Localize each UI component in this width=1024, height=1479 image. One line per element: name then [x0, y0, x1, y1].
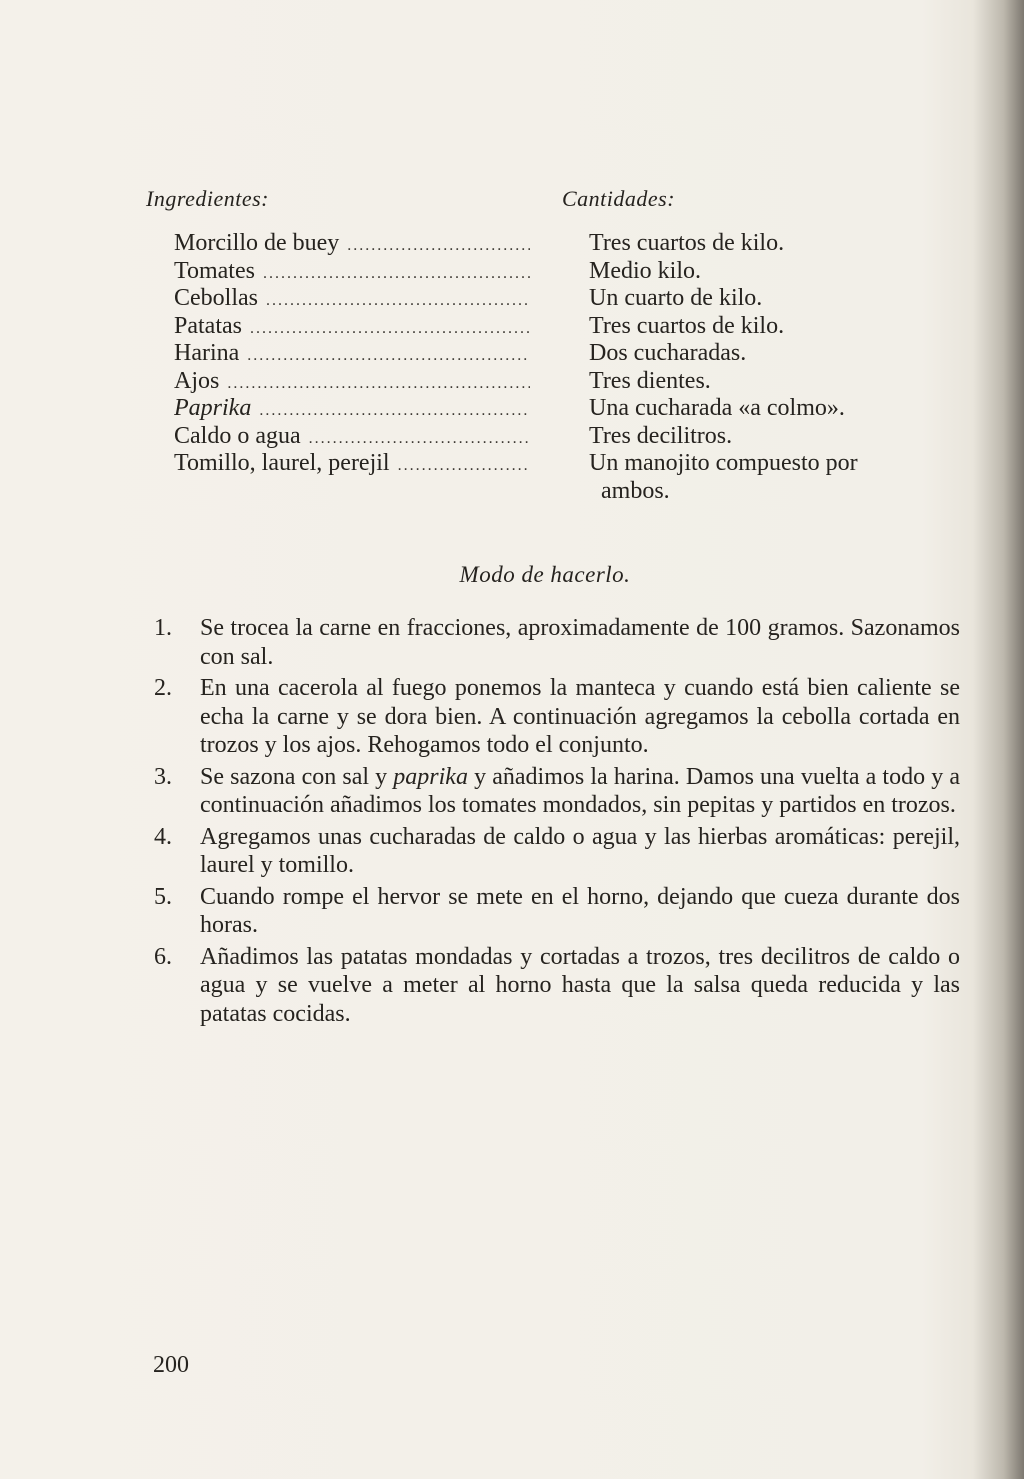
step-number: 2.: [154, 675, 172, 701]
ingredient-row: [174, 313, 530, 341]
quantity-row: [589, 258, 969, 286]
page-number: 200: [153, 1352, 189, 1378]
quantity-text: Medio kilo.: [589, 257, 701, 284]
step-number: 3.: [154, 763, 172, 790]
ingredient-row: [174, 230, 530, 258]
ingredient-name: Harina: [174, 340, 240, 366]
quantities-heading: Cantidades:: [562, 186, 676, 211]
ingredient-name: Ajos: [174, 367, 220, 394]
leader-dots: [263, 260, 530, 286]
step-number: 5.: [154, 883, 172, 910]
method-step: [140, 674, 960, 760]
ingredient-name: Morcillo de buey: [174, 230, 340, 256]
quantity-text: Un cuarto de kilo.: [589, 285, 763, 311]
leader-dots: [227, 370, 530, 396]
quantity-row: [589, 450, 969, 505]
quantity-text: Tres cuartos de kilo.: [589, 230, 785, 256]
quantity-row: [589, 313, 969, 341]
method-title: Modo de hacerlo.: [459, 562, 631, 587]
leader-dots: [259, 397, 530, 423]
quantity-row: [589, 423, 969, 451]
quantity-row: [589, 285, 969, 313]
quantity-text: Tres decilitros.: [589, 422, 733, 449]
ingredient-row: [174, 450, 530, 478]
step-text: [200, 614, 960, 671]
method-step: [140, 823, 960, 880]
step-text: [200, 823, 960, 880]
ingredient-row: [174, 395, 530, 423]
ingredient-row: [174, 423, 530, 451]
ingredient-name: Tomates: [174, 257, 255, 284]
quantity-text: Dos cucharadas.: [589, 340, 747, 366]
ingredient-name: Patatas: [174, 312, 242, 339]
leader-dots: [247, 342, 530, 368]
quantity-row: [589, 230, 969, 258]
step-text-run: y añadimos la harina. Damos una vuelta a todo y a continuación añadimos los tomates mondados, sin pepitas y partidos en trozos.: [200, 763, 960, 818]
quantity-list: [589, 230, 969, 505]
step-text: [200, 883, 960, 940]
ingredient-row: [174, 340, 530, 368]
ingredient-name: Paprika: [174, 395, 252, 421]
step-text-run: En una cacerola al fuego ponemos la manteca y cuando está bien caliente se echa la carne y se dora bien. A continuación agregamos la cebolla cortada en trozos y los ajos. Rehogamos todo el conjunto.: [200, 675, 960, 758]
quantity-text: Tres cuartos de kilo.: [589, 312, 785, 339]
step-text-italic: paprika: [393, 763, 468, 790]
quantity-text: Tres dientes.: [589, 367, 711, 394]
leader-dots: [398, 452, 530, 478]
quantity-text-continued: ambos.: [601, 477, 670, 504]
step-number: 1.: [154, 615, 172, 641]
step-number: 6.: [154, 943, 172, 970]
quantity-text: Una cucharada «a colmo».: [589, 395, 845, 421]
step-text-run: Añadimos las patatas mondadas y cortadas a trozos, tres decilitros de caldo o agua y se vuelve a meter al horno hasta que la salsa queda reducida y las patatas cocidas.: [200, 943, 960, 1027]
step-text-run: Se trocea la carne en fracciones, aproximadamente de 100 gramos. Sazonamos con sal.: [200, 615, 960, 670]
method-step: [140, 883, 960, 940]
ingredient-list: [174, 230, 530, 478]
method-step: [140, 614, 960, 671]
leader-dots: [309, 425, 530, 451]
step-text-run: Se sazona con sal y: [200, 763, 394, 790]
quantity-row: [589, 395, 969, 423]
step-number: 4.: [154, 823, 172, 850]
step-text: [200, 763, 960, 820]
quantity-row: [589, 368, 969, 396]
step-text-run: Cuando rompe el hervor se mete en el horno, dejando que cueza durante dos horas.: [200, 883, 960, 938]
ingredient-row: [174, 285, 530, 313]
leader-dots: [250, 315, 530, 341]
leader-dots: [266, 287, 530, 313]
leader-dots: [347, 232, 530, 258]
ingredient-row: [174, 368, 530, 396]
ingredients-heading: Ingredientes:: [146, 186, 269, 211]
ingredient-name: Tomillo, laurel, perejil: [174, 450, 390, 476]
method-step: [140, 763, 960, 820]
step-text: [200, 674, 960, 760]
method-step: [140, 943, 960, 1029]
ingredient-name: Caldo o agua: [174, 422, 301, 449]
quantity-text: Un manojito compuesto por: [589, 450, 858, 476]
quantity-row: [589, 340, 969, 368]
step-text-run: Agregamos unas cucharadas de caldo o agua y las hierbas aromáticas: perejil, laurel y tomillo.: [200, 823, 960, 878]
ingredient-name: Cebollas: [174, 285, 258, 311]
ingredient-row: [174, 258, 530, 286]
method-steps: [140, 614, 960, 1031]
step-text: [200, 943, 960, 1029]
